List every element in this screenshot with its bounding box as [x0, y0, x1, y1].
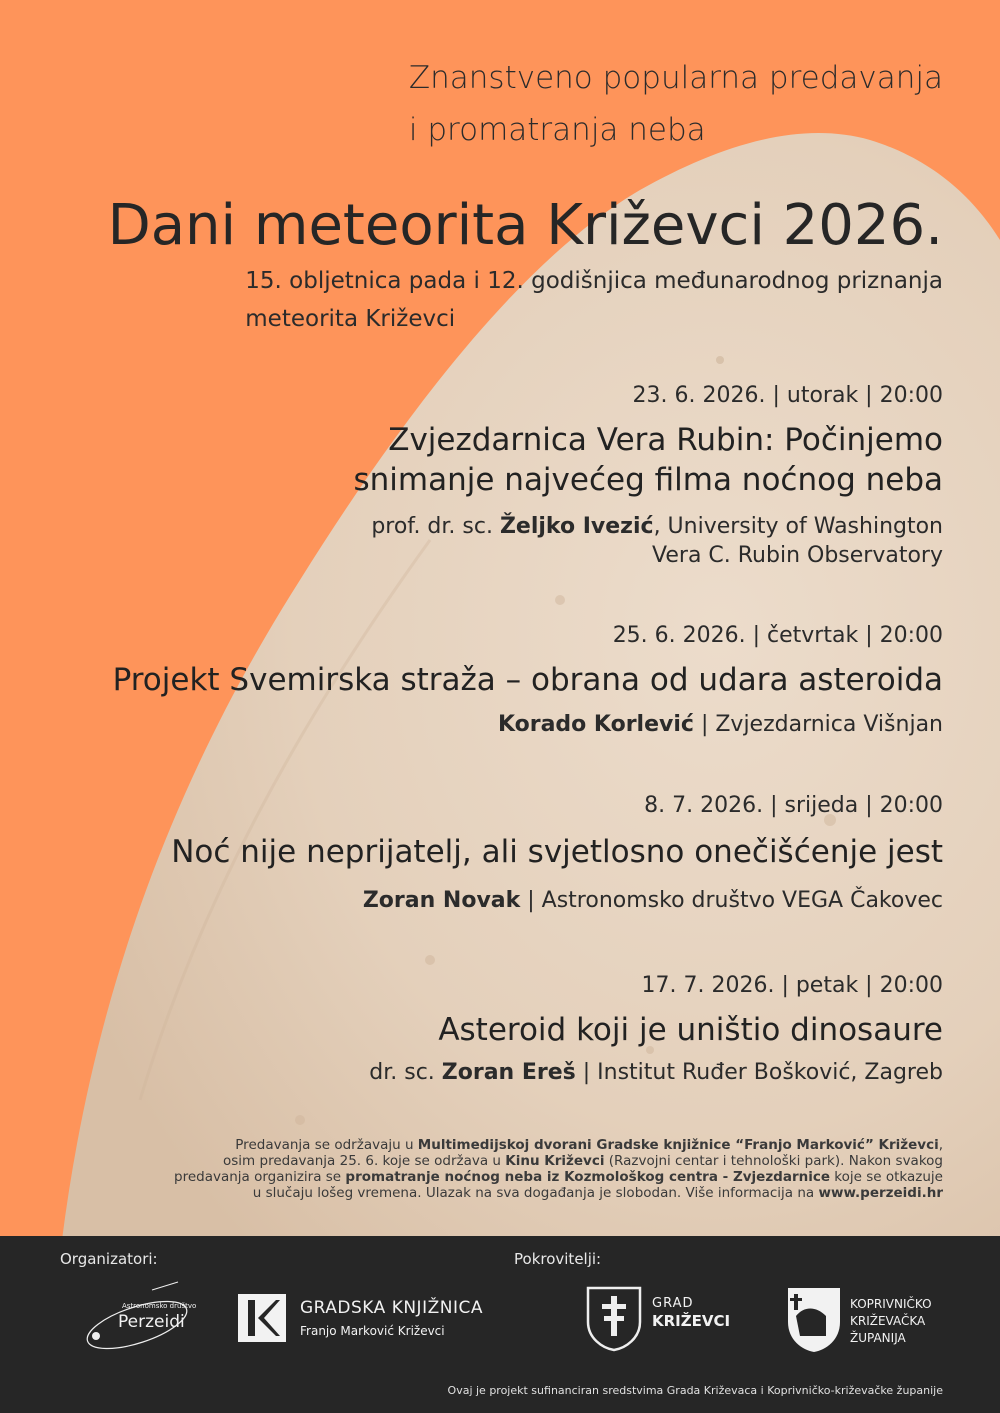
event-speaker: [113, 710, 943, 739]
anniversary-line: meteorita Križevci: [245, 306, 456, 332]
subtitle-line: Znanstveno popularna predavanja: [408, 60, 943, 96]
speaker-affiliation: , University of Washington: [653, 514, 943, 539]
event-title-line: Noć nije neprijatelj, ali svjetlosno onečišćenje jest: [171, 834, 943, 870]
event-speaker: [171, 886, 943, 915]
city-name: KRIŽEVCI: [652, 1312, 731, 1330]
county-coat-of-arms-icon: [786, 1286, 842, 1354]
city-small: GRAD: [652, 1296, 694, 1311]
event-date: 17. 7. 2026. | petak | 20:00: [641, 973, 943, 998]
library-name: GRADSKA KNJIŽNICA: [300, 1298, 483, 1318]
speaker-affiliation: | Institut Ruđer Bošković, Zagreb: [575, 1060, 943, 1085]
event-2: [113, 620, 943, 739]
speaker-name: Željko Ivezić: [499, 514, 654, 539]
speaker-affiliation: | Astronomsko društvo VEGA Čakovec: [520, 888, 943, 913]
event-date: 25. 6. 2026. | četvrtak | 20:00: [612, 623, 943, 648]
note-observation: promatranje noćnog neba iz Kozmološkog centra - Zvjezdarnice: [345, 1169, 831, 1185]
note-text: (Razvojni centar i tehnološki park). Nakon svakog: [604, 1153, 943, 1169]
organizers-label: Organizatori:: [60, 1250, 158, 1268]
note-text: Predavanja se održavaju u: [235, 1137, 418, 1153]
website-link[interactable]: www.perzeidi.hr: [818, 1185, 943, 1201]
note-text: u slučaju lošeg vremena. Ulazak na sva događanja je slobodan. Više informacija na: [252, 1185, 819, 1201]
note-text: predavanja organizira se: [174, 1169, 346, 1185]
perzeidi-small: Astronomsko društvo: [122, 1302, 197, 1310]
county-logo: [786, 1286, 956, 1358]
note-line: [174, 1153, 943, 1169]
event-title-line: Projekt Svemirska straža – obrana od udara asteroida: [112, 662, 943, 698]
speaker-name: Zoran Ereš: [441, 1060, 576, 1085]
county-name: [850, 1296, 932, 1347]
anniversary-text: [245, 262, 943, 338]
event-4: [369, 970, 943, 1087]
speaker-affiliation-line: Vera C. Rubin Observatory: [652, 543, 943, 568]
subtitle-block: [409, 52, 943, 156]
footer: [0, 1236, 1000, 1413]
library-logo: [238, 1294, 483, 1344]
speaker-name: Zoran Novak: [362, 888, 521, 913]
perzeidi-logo: [82, 1280, 197, 1360]
page-title: Dani meteorita Križevci 2026.: [107, 193, 943, 258]
event-speaker: [354, 512, 944, 541]
note-text: koje se otkazuje: [830, 1169, 943, 1185]
note-text: osim predavanja 25. 6. koje se održava u: [223, 1153, 506, 1169]
event-title-line: Asteroid koji je uništio dinosaure: [438, 1012, 943, 1048]
library-sub: Franjo Marković Križevci: [300, 1324, 445, 1338]
note-line: [174, 1169, 943, 1185]
speaker-prefix: dr. sc.: [369, 1060, 442, 1085]
city-coat-of-arms-icon: [586, 1286, 642, 1352]
venue-note: [174, 1137, 943, 1201]
sponsors-label: Pokrovitelji:: [514, 1250, 602, 1268]
county-line: ŽUPANIJA: [850, 1331, 906, 1345]
event-3: [171, 790, 943, 915]
county-line: KOPRIVNIČKO: [850, 1297, 932, 1311]
event-date: 23. 6. 2026. | utorak | 20:00: [632, 383, 943, 408]
city-logo: [586, 1286, 746, 1356]
county-line: KRIŽEVAČKA: [850, 1314, 926, 1328]
event-1: [354, 380, 944, 570]
note-text: ,: [938, 1137, 943, 1153]
note-line: [174, 1137, 943, 1153]
note-venue: Multimedijskoj dvorani Gradske knjižnice “Franjo Marković” Križevci: [417, 1137, 939, 1153]
funding-note: Ovaj je projekt sufinanciran sredstvima Grada Križevaca i Koprivničko-križevačke županije: [447, 1384, 943, 1397]
speaker-name: Korado Korlević: [497, 712, 694, 737]
speaker-affiliation: | Zvjezdarnica Višnjan: [693, 712, 943, 737]
note-venue: Kinu Križevci: [505, 1153, 605, 1169]
anniversary-line: 15. obljetnica pada i 12. godišnjica međunarodnog priznanja: [245, 268, 943, 294]
event-title-line: snimanje najvećeg filma noćnog neba: [353, 462, 943, 498]
note-line: [174, 1185, 943, 1201]
subtitle-line: i promatranja neba: [408, 112, 706, 148]
event-title-line: Zvjezdarnica Vera Rubin: Počinjemo: [388, 422, 943, 458]
event-speaker: [369, 1058, 943, 1087]
event-date: 8. 7. 2026. | srijeda | 20:00: [644, 793, 943, 818]
speaker-prefix: prof. dr. sc.: [371, 514, 500, 539]
perzeidi-name: Perzeidi: [118, 1312, 185, 1332]
library-k-icon: [238, 1294, 286, 1342]
